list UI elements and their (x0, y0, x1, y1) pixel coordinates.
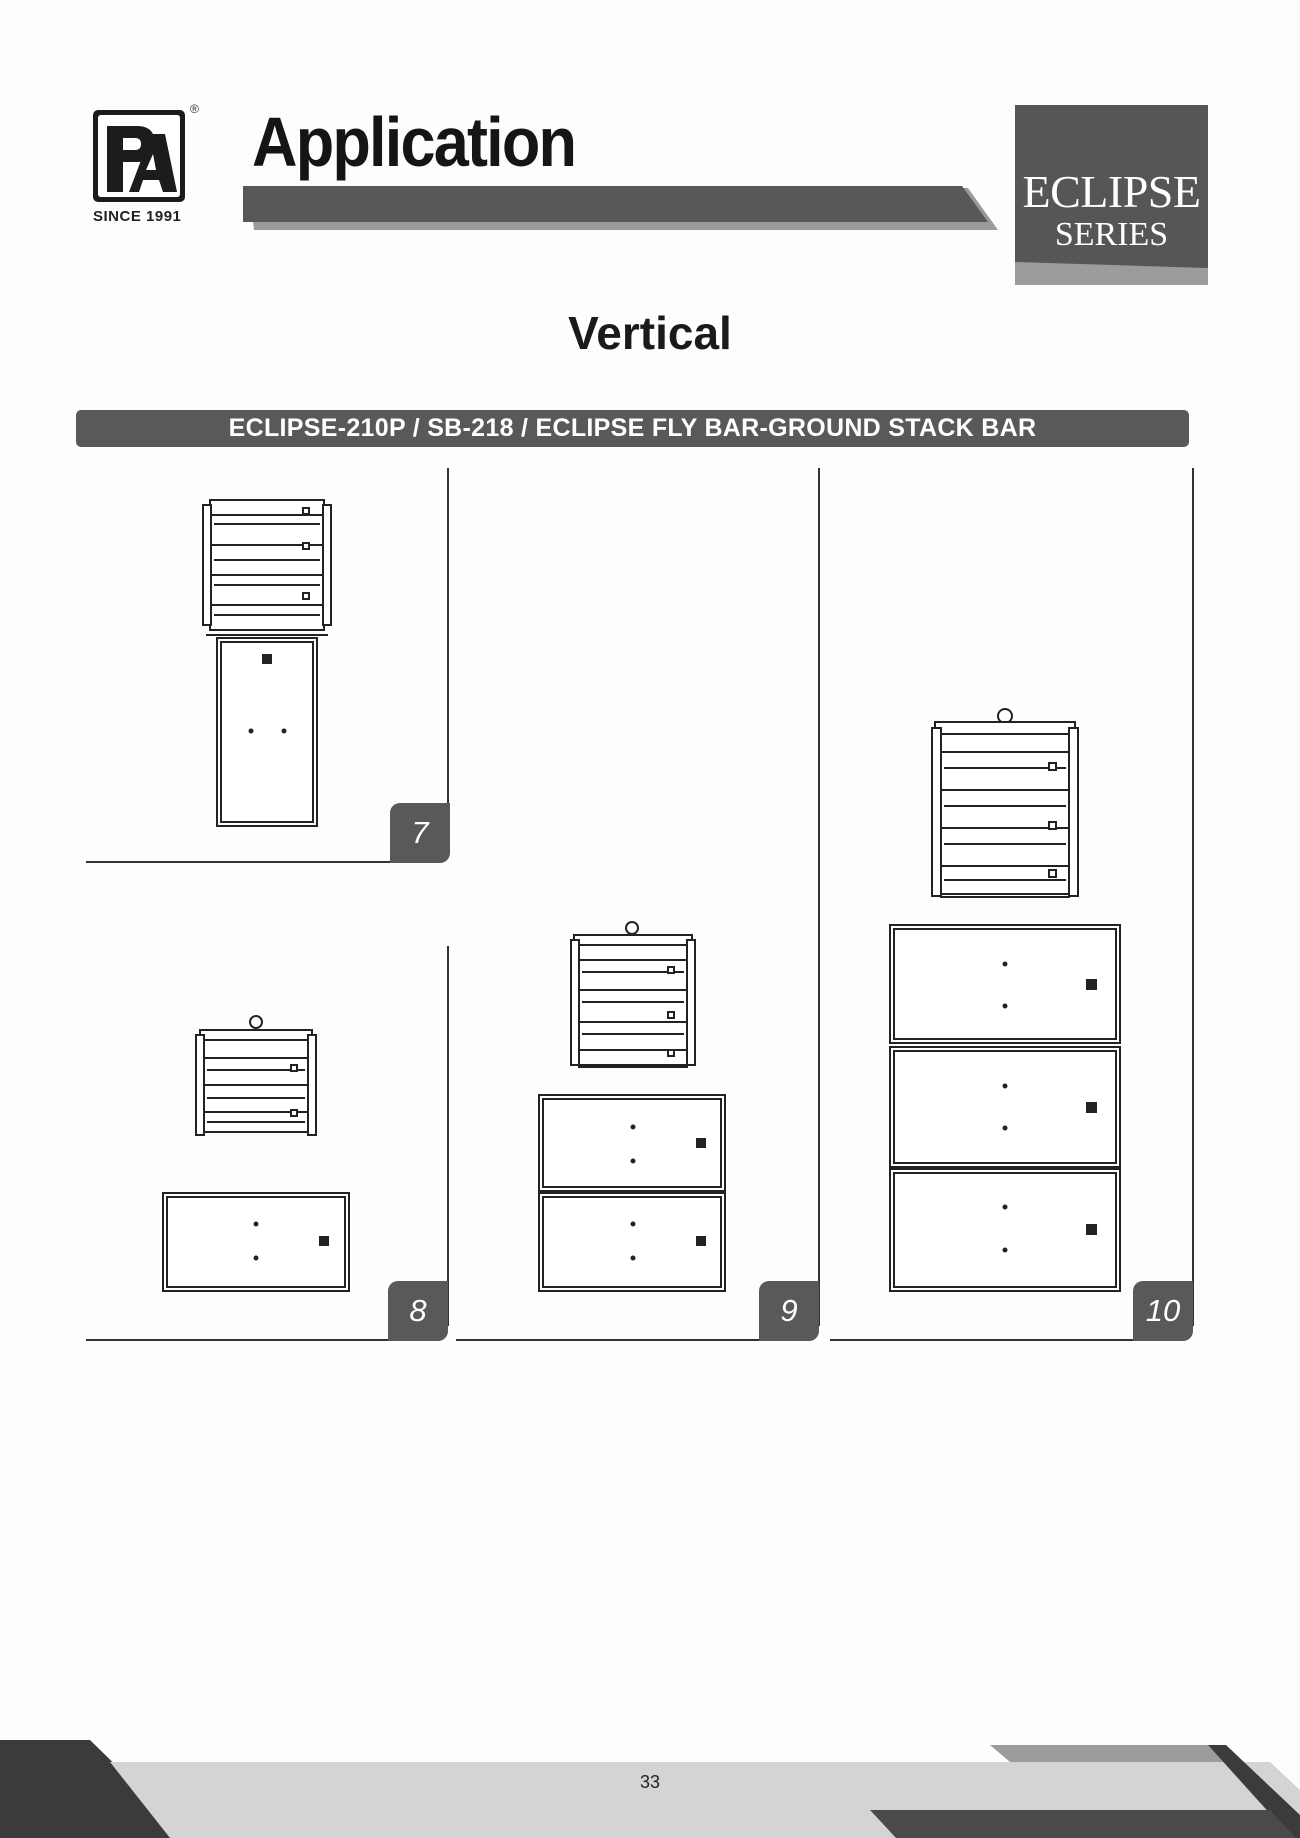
series-name: ECLIPSE (1022, 166, 1201, 217)
figure-9-drawing (539, 922, 725, 1291)
pa-logo-icon (93, 110, 185, 202)
figure-7-drawing (203, 500, 331, 826)
page-number: 33 (639, 1772, 661, 1792)
section-title: Vertical (568, 307, 732, 359)
footer-bottom-dark (870, 1810, 1296, 1838)
figure-8-badge: 8 (388, 1281, 448, 1341)
brand-logo (93, 110, 185, 202)
figure-8-drawing (163, 1016, 349, 1291)
header-bar (243, 186, 988, 222)
section-subtitle: ECLIPSE-210P / SB-218 / ECLIPSE FLY BAR-GROUND STACK BAR (228, 414, 1037, 442)
page-title: Application (252, 103, 576, 181)
series-label: SERIES (1054, 216, 1169, 253)
figure-10-drawing (890, 709, 1120, 1291)
since-label: SINCE 1991 (93, 208, 182, 225)
figure-10-badge: 10 (1133, 1281, 1193, 1341)
figure-9-badge: 9 (759, 1281, 819, 1341)
figure-7-badge: 7 (390, 803, 450, 863)
footer-mid-band (990, 1745, 1230, 1762)
registered-mark: ® (190, 102, 199, 116)
